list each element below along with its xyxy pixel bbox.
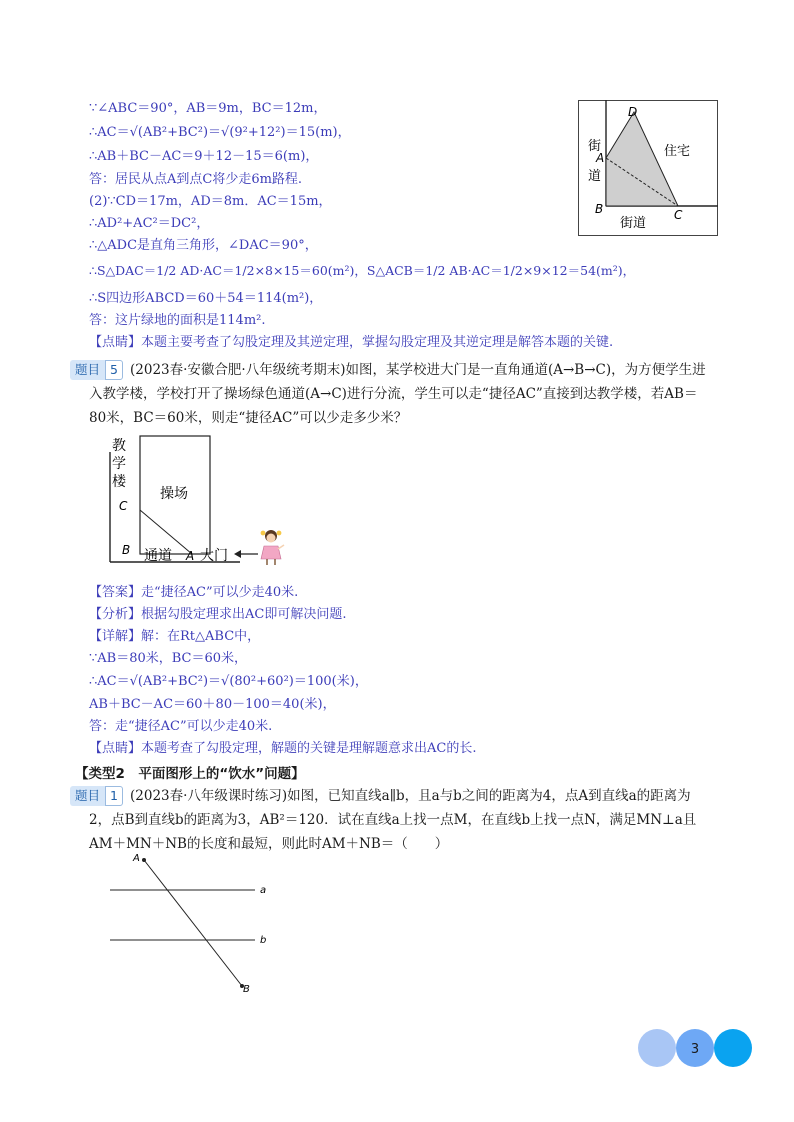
solution-line: (2)∵CD＝17m，AD＝8m．AC＝15m， <box>89 194 332 209</box>
label-b: B <box>243 984 250 995</box>
school-figure <box>100 432 300 582</box>
solution-line: 【点睛】本题考查了勾股定理，解题的关键是理解题意求出AC的长. <box>89 741 477 756</box>
street-left-char: 道 <box>588 169 602 184</box>
building-char: 学 <box>112 456 126 472</box>
question-text: 80米，BC＝60米，则走“捷径AC”可以少走多少米？ <box>89 410 408 426</box>
point-a <box>142 858 146 862</box>
label-b: B <box>595 202 604 216</box>
solution-line: 【详解】解：在Rt△ABC中， <box>89 629 261 644</box>
student-girl-icon <box>261 530 284 565</box>
building-char: 楼 <box>112 474 126 490</box>
question-tag-number: 1 <box>105 786 123 806</box>
question-tag-label: 题目 <box>70 360 105 380</box>
page-circle-left <box>638 1029 676 1067</box>
solution-line: ∴S四边形ABCD＝60＋54＝114(m²)， <box>89 291 323 306</box>
residence-label: 住宅 <box>664 144 691 159</box>
solution-line: 答：走“捷径AC”可以少走40米. <box>89 719 273 734</box>
label-d: D <box>628 105 638 119</box>
label-a: A <box>186 549 195 563</box>
label-a: A <box>596 151 605 165</box>
building-char: 教 <box>112 438 126 454</box>
page-number-badge <box>637 1028 753 1068</box>
question-text: 2，点B到直线b的距离为3，AB²＝120．试在直线a上找一点M，在直线b上找一点N，满足MN⊥a且 <box>89 812 697 828</box>
solution-line: 【分析】根据勾股定理求出AC即可解决问题. <box>89 607 347 622</box>
question-text: 入教学楼，学校打开了操场绿色通道(A→C)进行分流，学生可以走“捷径AC”直接到达教学楼，若AB＝ <box>89 386 698 402</box>
solution-line: ∴AC＝√(AB²+BC²)＝√(80²+60²)＝100(米)， <box>89 674 368 689</box>
solution-line: ∴AC＝√(AB²+BC²)＝√(9²+12²)＝15(m)， <box>89 125 351 140</box>
solution-line: ∵∠ABC＝90°，AB＝9m，BC＝12m， <box>89 101 327 116</box>
question-tag-label: 题目 <box>70 786 105 806</box>
label-c: C <box>119 499 128 513</box>
solution-line: AB＋BC－AC＝60＋80－100＝40(米)， <box>89 697 336 712</box>
page-number: 3 <box>690 1042 700 1057</box>
solution-line: 【答案】走“捷径AC”可以少走40米. <box>89 585 299 600</box>
label-line-b: b <box>260 935 267 946</box>
street-bottom-label: 街道 <box>620 216 647 231</box>
street-left-char: 街 <box>588 139 602 154</box>
solution-line: ∵AB＝80米，BC＝60米， <box>89 651 248 666</box>
solution-line: ∴△ADC是直角三角形，∠DAC＝90°， <box>89 238 318 253</box>
label-b: B <box>122 543 131 557</box>
label-line-a: a <box>260 885 267 896</box>
solution-line: 答：这片绿地的面积是114m². <box>89 313 266 328</box>
section-heading: 【类型2 平面图形上的“饮水”问题】 <box>75 766 305 782</box>
solution-line: ∴AB＋BC－AC＝9＋12－15＝6(m)， <box>89 149 319 164</box>
street-figure <box>578 100 718 236</box>
solution-line: 答：居民从点A到点C将少走6m路程. <box>89 172 303 187</box>
question-text: (2023春·安徽合肥·八年级统考期末)如图，某学校进大门是一直角通道(A→B→C)，为方便学生进 <box>130 362 706 378</box>
question-tag-number: 5 <box>105 360 123 380</box>
page-circle-right <box>714 1029 752 1067</box>
arrow-head-icon <box>234 550 241 558</box>
solution-line: 【点睛】本题主要考查了勾股定理及其逆定理，掌握勾股定理及其逆定理是解答本题的关键. <box>89 335 614 350</box>
question-text: (2023春·八年级课时练习)如图，已知直线a∥b，且a与b之间的距离为4，点A到直线a的距离为 <box>130 788 691 804</box>
parallel-lines-figure <box>100 852 280 1000</box>
solution-line: ∴AD²+AC²＝DC²， <box>89 216 210 231</box>
channel-label: 通道 <box>144 548 172 564</box>
green-area-shape <box>606 112 678 206</box>
question-text: AM＋MN＋NB的长度和最短，则此时AM＋NB＝（ ） <box>89 836 449 852</box>
playground-label: 操场 <box>160 486 188 502</box>
gate-label: 大门 <box>200 548 228 564</box>
label-c: C <box>674 208 683 222</box>
question-tag <box>70 786 123 806</box>
label-a: A <box>133 853 140 864</box>
segment-ab <box>144 860 242 986</box>
solution-line: ∴S△DAC＝1/2 AD·AC＝1/2×8×15＝60(m²)，S△ACB＝1/2 AB·AC＝1/2×9×12＝54(m²)， <box>89 263 636 278</box>
question-tag <box>70 360 123 380</box>
